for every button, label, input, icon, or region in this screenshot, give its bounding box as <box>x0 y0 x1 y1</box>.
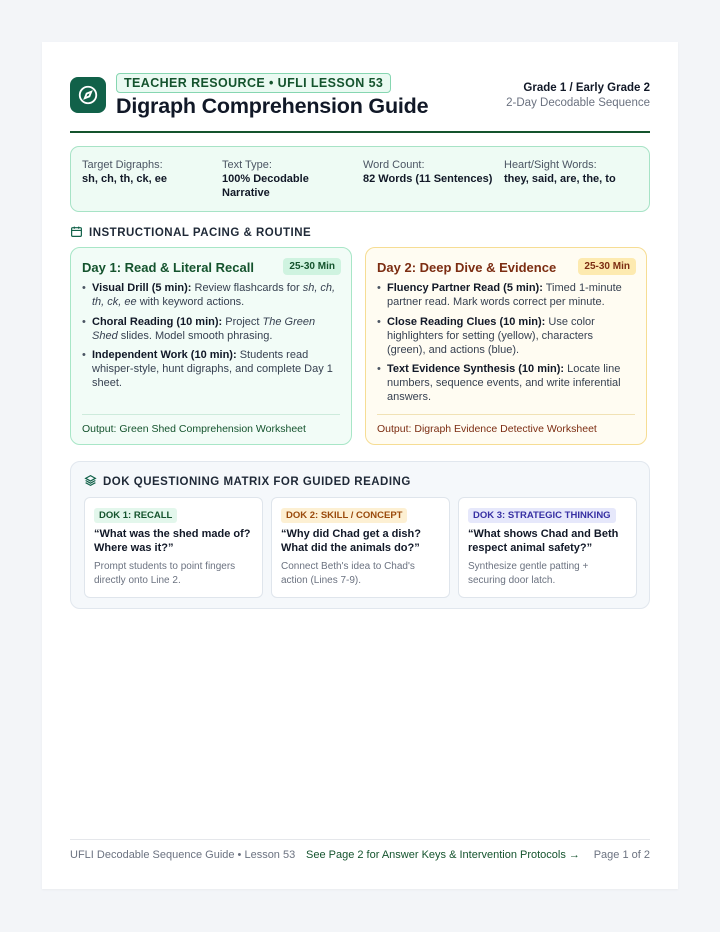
dok-card-skill <box>271 497 450 598</box>
stat-value: they, said, are, the, to <box>504 173 616 185</box>
day2-card <box>365 247 647 445</box>
list-item: • Fluency Partner Read (5 min): Timed 1-minute partner read. Mark words correct per minute. <box>387 281 632 309</box>
page-number: Page 1 of 2 <box>593 849 650 861</box>
dok-note: Synthesize gentle patting + securing door latch. <box>468 561 589 586</box>
dok-tag: DOK 2: SKILL / CONCEPT <box>281 508 407 523</box>
calendar-icon <box>70 225 83 241</box>
list-item: • Text Evidence Synthesis (10 min): Locate line numbers, sequence events, and write inferential answers. <box>387 362 632 404</box>
dok-heading <box>84 474 411 490</box>
stat-sight-words <box>504 158 644 186</box>
pacing-heading-text: INSTRUCTIONAL PACING & ROUTINE <box>89 227 312 239</box>
dok-card-strategic <box>458 497 637 598</box>
dok-note: Prompt students to point fingers directly onto Line 2. <box>94 561 236 586</box>
stat-label: Heart/Sight Words: <box>504 159 597 171</box>
stat-value: 82 Words (11 Sentences) <box>363 173 493 185</box>
day1-output: Output: Green Shed Comprehension Worksheet <box>82 414 340 435</box>
footer-left: UFLI Decodable Sequence Guide • Lesson 53 <box>70 849 296 861</box>
page-footer <box>70 839 650 868</box>
page-title: Digraph Comprehension Guide <box>116 94 429 118</box>
list-item: • Independent Work (10 min): Students read whisper-style, hunt digraphs, and complete Day 1 sheet. <box>92 348 342 390</box>
stat-value: 100% Decodable Narrative <box>222 173 309 199</box>
day2-title: Day 2: Deep Dive & Evidence <box>377 260 557 275</box>
stat-text-type <box>222 158 342 200</box>
dok-matrix-panel <box>70 461 650 609</box>
pacing-heading <box>70 225 311 241</box>
day1-card <box>70 247 352 445</box>
day2-activity-list <box>377 281 632 410</box>
day1-duration-badge: 25-30 Min <box>283 258 341 275</box>
dok-question: “What was the shed made of? Where was it?” <box>94 528 251 554</box>
page-header <box>70 73 650 133</box>
stat-value: sh, ch, th, ck, ee <box>82 173 167 185</box>
footer-link[interactable]: See Page 2 for Answer Keys & Intervention Protocols → <box>306 849 580 861</box>
dok-note: Connect Beth's idea to Chad's action (Lines 7-9). <box>281 561 415 586</box>
document-page <box>42 42 678 889</box>
list-item: • Close Reading Clues (10 min): Use color highlighters for setting (yellow), characters (green), and actions (blue). <box>387 315 632 357</box>
layers-icon <box>84 474 97 490</box>
resource-tag: TEACHER RESOURCE • UFLI LESSON 53 <box>116 73 391 93</box>
dok-card-recall <box>84 497 263 598</box>
stat-label: Word Count: <box>363 159 425 171</box>
dok-tag: DOK 3: STRATEGIC THINKING <box>468 508 616 523</box>
day1-activity-list <box>82 281 342 396</box>
dok-heading-text: DOK QUESTIONING MATRIX FOR GUIDED READING <box>103 476 411 488</box>
dok-tag: DOK 1: RECALL <box>94 508 177 523</box>
day2-duration-badge: 25-30 Min <box>578 258 636 275</box>
day1-title: Day 1: Read & Literal Recall <box>82 260 254 275</box>
day2-output: Output: Digraph Evidence Detective Worksheet <box>377 414 635 435</box>
stat-label: Text Type: <box>222 159 272 171</box>
compass-icon <box>70 77 106 113</box>
sequence-label: 2-Day Decodable Sequence <box>506 97 650 109</box>
stat-word-count <box>363 158 498 186</box>
dok-question: “What shows Chad and Beth respect animal safety?” <box>468 528 619 554</box>
lesson-stats-panel <box>70 146 650 212</box>
list-item: • Choral Reading (10 min): Project The Green Shed slides. Model smooth phrasing. <box>92 315 342 343</box>
list-item: • Visual Drill (5 min): Review flashcards for sh, ch, th, ck, ee with keyword actions. <box>92 281 342 309</box>
grade-level: Grade 1 / Early Grade 2 <box>523 82 650 94</box>
stat-target-digraphs <box>82 158 212 186</box>
stat-label: Target Digraphs: <box>82 159 163 171</box>
dok-question: “Why did Chad get a dish? What did the animals do?” <box>281 528 421 554</box>
